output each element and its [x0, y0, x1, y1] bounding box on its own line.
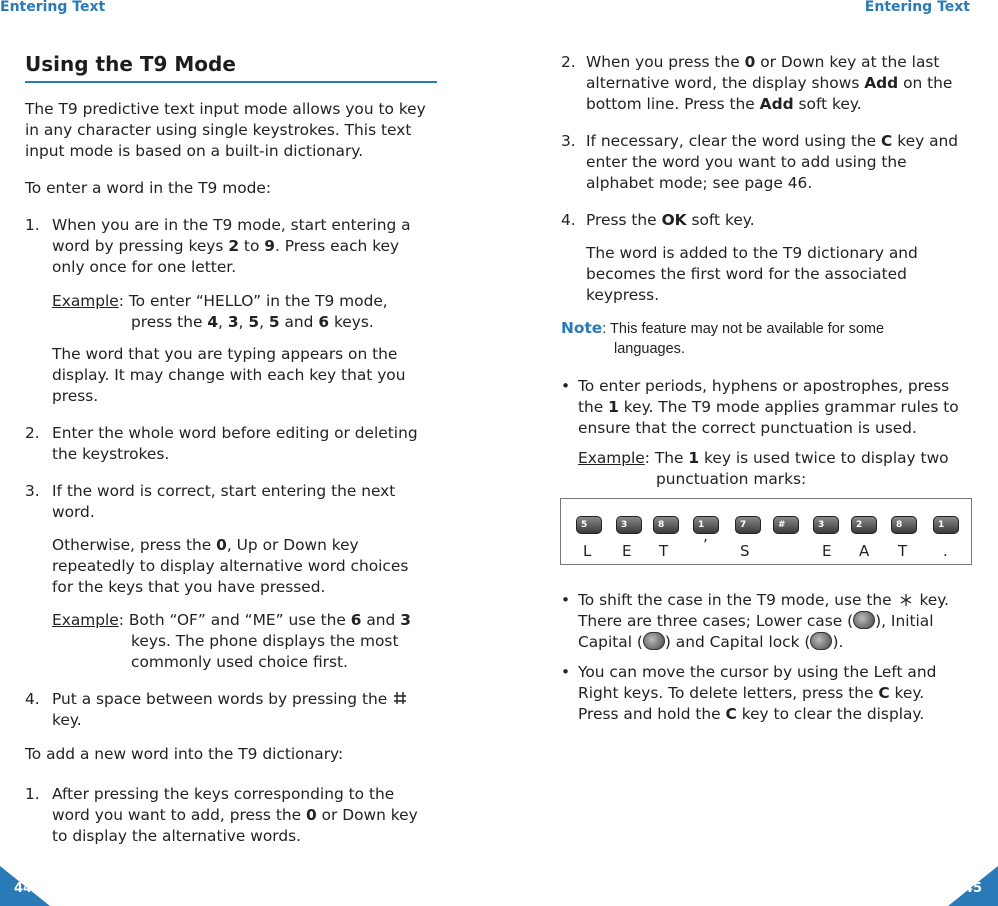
- example-3-line-a: Example: The 1 key is used twice to display two: [578, 449, 949, 467]
- add-step-2-line-c: bottom line. Press the Add soft key.: [586, 95, 862, 113]
- step-1-line-a: When you are in the T9 mode, start entering a: [52, 216, 411, 234]
- key-letter: T: [898, 542, 908, 560]
- initial-capital-icon: [643, 632, 665, 650]
- add-step-1-number: 1.: [25, 785, 40, 803]
- key-letter: E: [822, 542, 832, 560]
- key-2-icon: 2: [851, 516, 877, 534]
- step-3-line-b: word.: [52, 503, 95, 521]
- bullet-2-line-a: To shift the case in the T9 mode, use the key.: [578, 591, 950, 609]
- add-step-3-line-b: enter the word you want to add using the: [586, 153, 907, 171]
- step-1-line-c: only once for one letter.: [52, 258, 237, 276]
- lower-case-icon: [853, 611, 875, 629]
- key-7-icon: 7: [735, 516, 761, 534]
- add-step-1-line-c: to display the alternative words.: [52, 827, 302, 845]
- add-step-4-line-c: becomes the first word for the associated: [586, 265, 907, 283]
- example-1-line-a: Example: To enter “HELLO” in the T9 mode,: [52, 292, 388, 310]
- step-1-follow-b: display. It may change with each key that you: [52, 366, 406, 384]
- page-number-left: 44: [14, 881, 33, 896]
- add-step-4-number: 4.: [561, 211, 576, 229]
- page-number-right: 45: [963, 881, 982, 896]
- key-letter: A: [859, 542, 870, 560]
- key-letter: ’: [703, 536, 708, 554]
- add-step-3-line-c: alphabet mode; see page 46.: [586, 174, 813, 192]
- bullet-2-dot: •: [561, 591, 571, 609]
- key-letter: L: [583, 542, 592, 560]
- bullet-2-line-b: There are three cases; Lower case ( ), Initial: [578, 612, 934, 630]
- example-2-line-b: keys. The phone displays the most: [131, 632, 399, 650]
- section-title: Using the T9 Mode: [25, 54, 437, 83]
- step-2-number: 2.: [25, 424, 40, 442]
- bullet-1-line-b: the 1 key. The T9 mode applies grammar rules to: [578, 398, 959, 416]
- step-3-line-e: for the keys that you have pressed.: [52, 578, 326, 596]
- key-letter: .: [943, 542, 948, 560]
- key-8-icon: 8: [891, 516, 917, 534]
- step-3-line-a: If the word is correct, start entering the next: [52, 482, 396, 500]
- add-step-1-line-b: word you want to add, press the 0 or Down key: [52, 806, 418, 824]
- capital-lock-icon: [810, 632, 832, 650]
- key-letter: T: [659, 542, 669, 560]
- step-4-line-b: key.: [52, 711, 82, 729]
- key-3-icon: 3: [616, 516, 642, 534]
- step-1-follow-a: The word that you are typing appears on the: [52, 345, 398, 363]
- bullet-3-line-b: Right keys. To delete letters, press the C key.: [578, 684, 925, 702]
- lead-enter-word: To enter a word in the T9 mode:: [25, 179, 272, 197]
- key-5-icon: 5: [576, 516, 602, 534]
- example-2-line-a: Example: Both “OF” and “ME” use the 6 and 3: [52, 611, 411, 629]
- example-2-line-c: commonly used choice first.: [131, 653, 348, 671]
- lead-add-word: To add a new word into the T9 dictionary:: [25, 745, 344, 763]
- bullet-1-line-c: ensure that the correct punctuation is used.: [578, 419, 917, 437]
- step-1-number: 1.: [25, 216, 40, 234]
- step-3-line-d: repeatedly to display alternative word choices: [52, 557, 409, 575]
- key-letter: E: [622, 542, 632, 560]
- add-step-1-line-a: After pressing the keys corresponding to the: [52, 785, 395, 803]
- key-letter: S: [740, 542, 750, 560]
- bullet-3-dot: •: [561, 663, 571, 681]
- key-hash-icon: #: [773, 516, 799, 534]
- example-3-line-b: punctuation marks:: [656, 470, 807, 488]
- note-line-a: Note: This feature may not be available for some: [561, 319, 885, 337]
- add-step-4-line-a: Press the OK soft key.: [586, 211, 755, 229]
- key-3-icon: 3: [813, 516, 839, 534]
- step-1-follow-c: press.: [52, 387, 99, 405]
- step-2-line-b: the keystrokes.: [52, 445, 170, 463]
- hash-key-icon: [392, 690, 408, 706]
- add-step-3-line-a: If necessary, clear the word using the C key and: [586, 132, 959, 150]
- add-step-2-line-a: When you press the 0 or Down key at the last: [586, 53, 940, 71]
- step-4-number: 4.: [25, 690, 40, 708]
- key-sequence-illustration: [560, 498, 972, 565]
- step-3-number: 3.: [25, 482, 40, 500]
- step-4-line-a: Put a space between words by pressing the: [52, 689, 408, 710]
- step-3-line-c: Otherwise, press the 0, Up or Down key: [52, 536, 359, 554]
- step-1-line-b: word by pressing keys 2 to 9. Press each key: [52, 237, 400, 255]
- key-1-icon: 1: [933, 516, 959, 534]
- bullet-3-line-c: Press and hold the C key to clear the display.: [578, 705, 925, 723]
- add-step-4-line-b: The word is added to the T9 dictionary and: [586, 244, 918, 262]
- bullet-3-line-a: You can move the cursor by using the Left and: [578, 663, 937, 681]
- bullet-1-dot: •: [561, 377, 571, 395]
- intro-paragraph: The T9 predictive text input mode allows you to key in any character using single keystrokes. This text input mode is based on a built-in dictionary.: [25, 100, 426, 160]
- add-step-4-line-d: keypress.: [586, 286, 660, 304]
- add-step-3-number: 3.: [561, 132, 576, 150]
- add-step-2-line-b: alternative word, the display shows Add on the: [586, 74, 953, 92]
- star-key-icon: [897, 592, 915, 608]
- note-line-b: languages.: [614, 341, 685, 357]
- step-2-line-a: Enter the whole word before editing or deleting: [52, 424, 418, 442]
- key-1-icon: 1: [693, 516, 719, 534]
- bullet-2-line-c: Capital ( ) and Capital lock ( ).: [578, 633, 844, 651]
- running-head-left: Entering Text: [0, 0, 106, 15]
- bullet-1-line-a: To enter periods, hyphens or apostrophes, press: [578, 377, 950, 395]
- key-8-icon: 8: [653, 516, 679, 534]
- add-step-2-number: 2.: [561, 53, 576, 71]
- running-head-right: Entering Text: [864, 0, 970, 15]
- example-1-line-b: press the 4, 3, 5, 5 and 6 keys.: [131, 313, 374, 331]
